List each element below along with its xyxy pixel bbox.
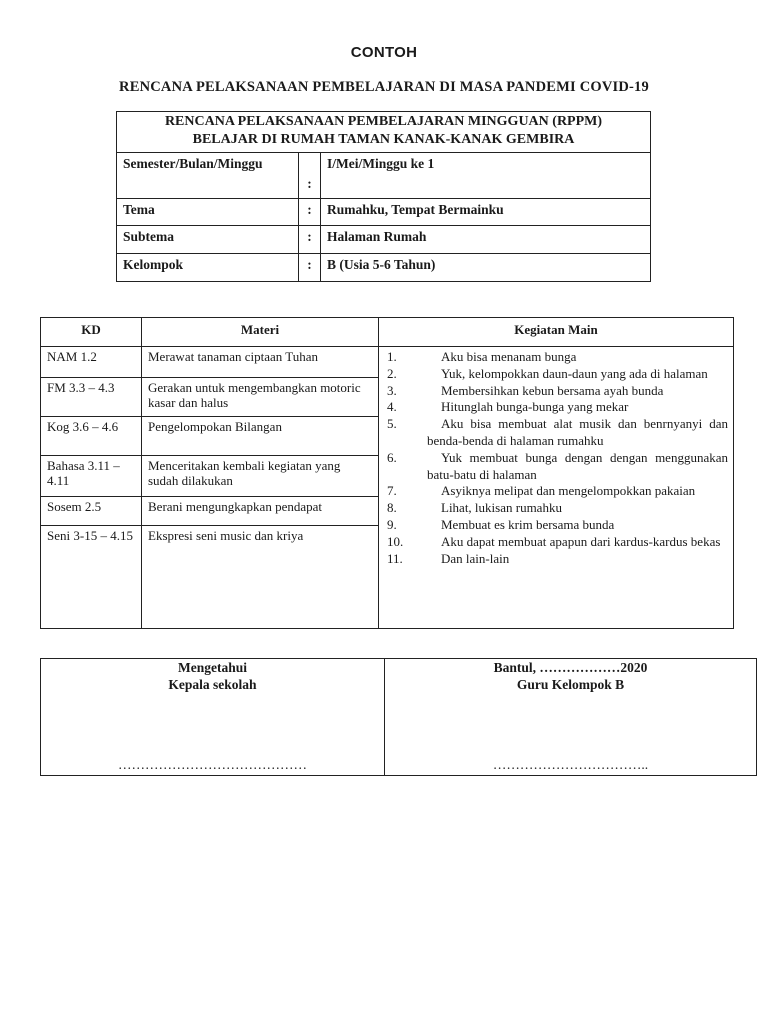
kd-cell: Sosem 2.5 [41,497,142,526]
materi-cell: Menceritakan kembali kegiatan yang sudah dilakukan [142,456,379,497]
kd-cell: Kog 3.6 – 4.6 [41,417,142,456]
identity-row-kelompok [117,254,651,282]
signature-left-dots: …………………………………… [118,757,307,772]
list-item: 10. Aku dapat membuat apapun dari kardus-kardus bekas [387,533,721,549]
signature-left-line2: Kepala sekolah [168,677,257,692]
identity-row-semester [117,153,651,199]
materi-cell: Berani mengungkapkan pendapat [142,497,379,526]
identity-label: Kelompok [117,254,299,282]
materi-header: Materi [142,318,379,347]
kegiatan-header: Kegiatan Main [379,318,734,347]
signature-right-line1: Bantul, ………………2020 [493,660,648,675]
identity-value: Halaman Rumah [321,226,651,254]
list-item: 8. Lihat, lukisan rumahku [387,500,562,516]
list-item: 11. Dan lain-lain [387,550,510,566]
kd-cell: FM 3.3 – 4.3 [41,378,142,417]
plan-row [41,347,734,378]
kegiatan-list [379,347,734,629]
identity-colon: : [299,199,321,226]
materi-cell: Gerakan untuk mengembangkan motoric kasar dan halus [142,378,379,417]
document-heading: CONTOH [350,44,418,61]
identity-label: Semester/Bulan/Minggu [117,153,299,199]
signature-table [40,658,757,776]
identity-label: Subtema [117,226,299,254]
list-item: 2. Yuk, kelompokkan daun-daun yang ada di halaman [387,365,708,381]
document-title: RENCANA PELAKSANAAN PEMBELAJARAN DI MASA PANDEMI COVID-19 [119,79,649,95]
signature-right-dots: …………………………….. [492,757,649,772]
kd-cell: Bahasa 3.11 – 4.11 [41,456,142,497]
identity-value: B (Usia 5-6 Tahun) [321,254,651,282]
plan-table [40,317,734,629]
list-item: 1. Aku bisa menanam bunga [387,349,577,364]
signature-right [385,659,757,776]
signature-right-line2: Guru Kelompok B [516,677,625,692]
identity-row-subtema [117,226,651,254]
identity-row-tema [117,199,651,226]
materi-cell: Merawat tanaman ciptaan Tuhan [142,347,379,378]
identity-label: Tema [117,199,299,226]
identity-title-line1: RENCANA PELAKSANAAN PEMBELAJARAN MINGGUAN (RPPM) [164,114,603,129]
materi-cell: Pengelompokan Bilangan [142,417,379,456]
signature-left-line1: Mengetahui [178,660,247,675]
identity-colon: : [299,254,321,282]
materi-cell: Ekspresi seni music dan kriya [142,526,379,629]
kd-cell: NAM 1.2 [41,347,142,378]
list-item: 9. Membuat es krim bersama bunda [387,516,615,532]
list-item: 5. Aku bisa membuat alat musik dan benrnyanyi dan benda-benda di halaman rumahku [387,416,728,448]
identity-colon: : [299,153,321,199]
identity-title-line2: BELAJAR DI RUMAH TAMAN KANAK-KANAK GEMBIRA [192,132,575,147]
kd-cell: Seni 3-15 – 4.15 [41,526,142,629]
identity-value: Rumahku, Tempat Bermainku [321,199,651,226]
identity-value: I/Mei/Minggu ke 1 [321,153,651,199]
list-item: 4. Hitunglah bunga-bunga yang mekar [387,399,629,415]
list-item: 7. Asyiknya melipat dan mengelompokkan pakaian [387,483,696,499]
identity-table [116,111,651,282]
list-item: 3. Membersihkan kebun bersama ayah bunda [387,382,664,398]
kd-header: KD [41,318,142,347]
plan-header-row [41,318,734,347]
identity-colon: : [299,226,321,254]
identity-header [117,112,651,153]
list-item: 6. Yuk membuat bunga dengan dengan menggunakan batu-batu di halaman [387,449,728,482]
signature-left [41,659,385,776]
